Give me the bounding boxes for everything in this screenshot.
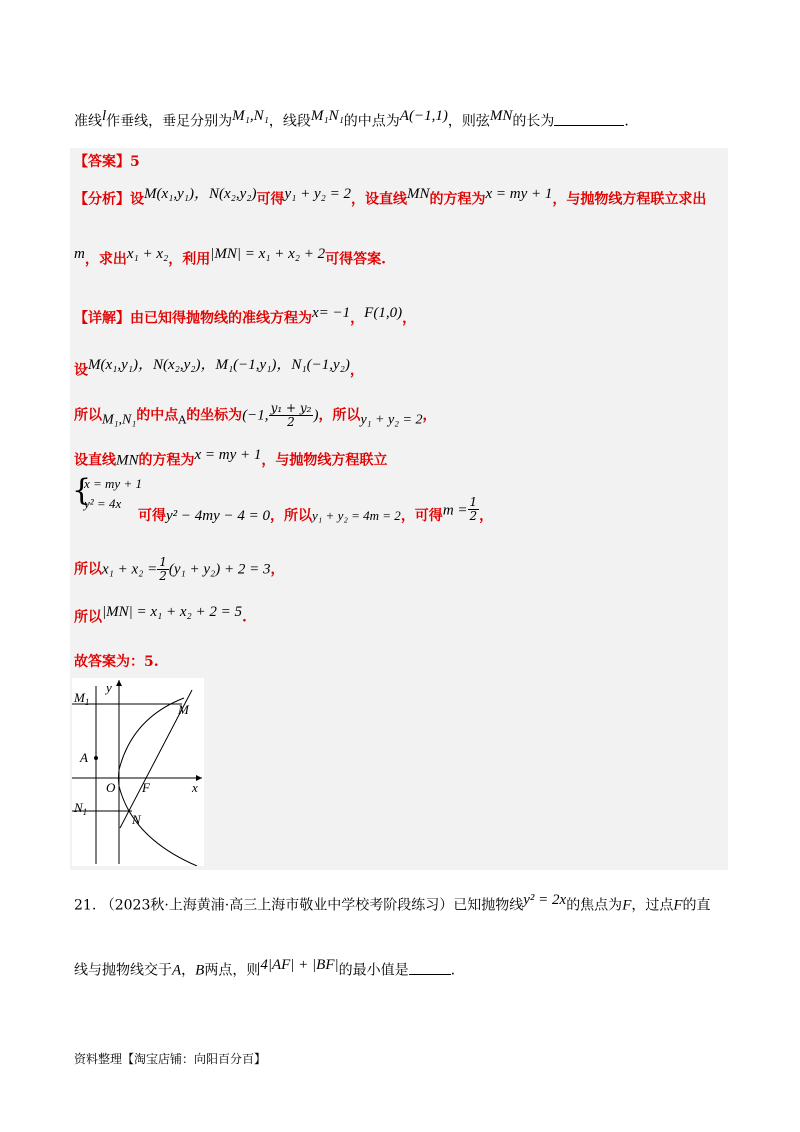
label-m: M bbox=[178, 702, 189, 717]
math-mn: MN bbox=[489, 108, 513, 124]
numerator: 1 bbox=[469, 495, 478, 509]
text: ，求出 bbox=[84, 251, 127, 268]
label-f: F bbox=[142, 780, 150, 795]
text: ，可得 bbox=[400, 508, 443, 525]
text: ，所以 bbox=[270, 508, 313, 525]
denominator: 2 bbox=[469, 509, 478, 524]
math-seg: M₁N₁ bbox=[310, 108, 344, 124]
text: 线与抛物线交于 bbox=[74, 962, 172, 979]
brace-glyph: { bbox=[72, 473, 92, 508]
footer-text: 资料整理【淘宝店铺：向阳百分百】 bbox=[74, 1052, 267, 1066]
math: A bbox=[172, 962, 182, 979]
text: ，与抛物线方程联立 bbox=[261, 452, 388, 469]
analysis-line2 bbox=[74, 246, 386, 269]
label-y: y bbox=[106, 680, 112, 695]
text: ，利用 bbox=[168, 251, 211, 268]
math: y² − 4my − 4 = 0 bbox=[166, 508, 271, 525]
detail-line5 bbox=[138, 496, 493, 525]
math: 4|AF| + |BF| bbox=[260, 957, 339, 973]
math: (y₁ + y₂) + 2 = 3 bbox=[168, 561, 271, 578]
text: 的焦点为 bbox=[566, 897, 623, 914]
label-o: O bbox=[106, 780, 116, 795]
text: 设 bbox=[74, 362, 88, 379]
math: y₁ + y₂ = 4m = 2 bbox=[312, 508, 401, 524]
math-m1n1: M₁,N₁ bbox=[232, 108, 269, 124]
fraction-half bbox=[468, 496, 480, 523]
text: 的方程为 bbox=[138, 452, 195, 469]
text: 设直线 bbox=[74, 452, 116, 469]
text: ，与抛物线方程联立求出 bbox=[552, 191, 707, 208]
text: ，则弦 bbox=[447, 113, 490, 130]
text: ， bbox=[349, 362, 364, 379]
text: 【详解】由已知得抛物线的准线方程为 bbox=[74, 310, 312, 327]
question-source: （2023秋·上海黄浦·高三上海市敬业中学校考阶段练习）已知抛物线 bbox=[100, 897, 524, 914]
label-a: A bbox=[80, 750, 88, 765]
answer-label: 【答案】5 bbox=[74, 154, 140, 170]
math: F bbox=[673, 897, 683, 914]
math: M(x₁,y₁)，N(x₂,y₂)，M₁(−1,y₁)，N₁(−1,y₂) bbox=[88, 357, 350, 373]
math: MN bbox=[406, 186, 430, 202]
math: x = my + 1 bbox=[194, 447, 262, 463]
text: 所以 bbox=[74, 407, 102, 424]
fraction bbox=[269, 402, 314, 429]
label-sub: 1 bbox=[84, 697, 90, 707]
math: M(x₁,y₁)，N(x₂,y₂) bbox=[144, 186, 257, 202]
answer-blank bbox=[409, 962, 451, 975]
label-n: N bbox=[132, 812, 141, 827]
label-text: N bbox=[74, 800, 83, 815]
detail-line7 bbox=[74, 604, 247, 627]
label-x: x bbox=[192, 780, 198, 795]
text: 两点，则 bbox=[204, 962, 261, 979]
math: m = bbox=[442, 502, 468, 519]
math: ) bbox=[313, 407, 319, 424]
system-eq1: x = my + 1 bbox=[84, 476, 142, 491]
math: B bbox=[195, 962, 205, 979]
text: 【分析】设 bbox=[74, 191, 144, 208]
text: 可得 bbox=[256, 191, 285, 208]
math: y² = 2x bbox=[523, 892, 567, 908]
point-a bbox=[94, 756, 98, 760]
detail-line1 bbox=[74, 305, 416, 328]
detail-line4 bbox=[74, 447, 387, 470]
text: 作垂线，垂足分别为 bbox=[106, 113, 233, 130]
analysis-line1 bbox=[74, 182, 706, 209]
math: MN bbox=[116, 452, 139, 469]
text: ， bbox=[479, 508, 494, 525]
text: ， bbox=[422, 407, 437, 424]
math-l: l bbox=[102, 108, 107, 124]
text: ， bbox=[270, 561, 285, 578]
system-eq2: y² = 4x bbox=[84, 496, 122, 511]
denominator: 2 bbox=[159, 569, 167, 584]
text: 的最小值是 bbox=[338, 962, 409, 979]
numerator: y₁ + y₂ bbox=[270, 401, 312, 415]
parabola-figure bbox=[72, 678, 204, 866]
math: F(1,0) bbox=[364, 305, 403, 321]
text: ，设直线 bbox=[350, 191, 407, 208]
text: ，过点 bbox=[631, 897, 674, 914]
text: 的中点 bbox=[136, 407, 179, 424]
text: ， bbox=[350, 310, 365, 327]
text: 所以 bbox=[74, 609, 102, 626]
text: 的坐标为 bbox=[186, 407, 243, 424]
math: |MN| = x₁ + x₂ + 2 bbox=[210, 246, 326, 262]
q21-line1 bbox=[74, 892, 711, 915]
numerator: 1 bbox=[159, 555, 167, 569]
label-sub: 1 bbox=[82, 807, 88, 817]
text: 的直 bbox=[682, 897, 711, 914]
text: 可得答案. bbox=[325, 251, 386, 268]
text: ， bbox=[181, 962, 196, 979]
detail-line6 bbox=[74, 556, 285, 583]
math: (−1, bbox=[242, 407, 269, 424]
text: . bbox=[450, 962, 456, 979]
text: 的中点为 bbox=[343, 113, 400, 130]
final-answer: 故答案为：5. bbox=[74, 654, 159, 670]
math: |MN| = x₁ + x₂ + 2 = 5 bbox=[102, 604, 242, 620]
math: M₁,N₁ bbox=[102, 412, 137, 428]
math-a: A(−1,1) bbox=[399, 108, 448, 124]
text: . bbox=[241, 609, 247, 626]
text: ， bbox=[402, 310, 417, 327]
text: ，线段 bbox=[268, 113, 311, 130]
text: 准线 bbox=[74, 113, 102, 130]
detail-line3 bbox=[74, 402, 437, 429]
math: x= −1 bbox=[312, 305, 351, 321]
math: x₁ + x₂ = bbox=[102, 561, 158, 578]
text: 所以 bbox=[74, 561, 102, 578]
text: . bbox=[624, 113, 629, 130]
answer-blank bbox=[554, 113, 624, 126]
denominator: 2 bbox=[287, 415, 295, 430]
math: F bbox=[622, 897, 632, 914]
math: A bbox=[178, 413, 187, 427]
text: 的长为 bbox=[512, 113, 555, 130]
math: y₁ + y₂ = 2 bbox=[284, 186, 351, 202]
text: 可得 bbox=[138, 508, 166, 525]
q21-line2 bbox=[74, 957, 455, 980]
text: 的方程为 bbox=[429, 191, 486, 208]
q20-line bbox=[74, 108, 629, 131]
math: y₁ + y₂ = 2 bbox=[360, 412, 423, 428]
detail-line2 bbox=[74, 353, 364, 380]
math: x = my + 1 bbox=[485, 186, 553, 202]
text: ，所以 bbox=[318, 407, 361, 424]
question-number: 21. bbox=[74, 897, 97, 914]
math: m bbox=[74, 246, 85, 262]
math: x₁ + x₂ bbox=[126, 246, 169, 262]
label-text: M bbox=[74, 690, 85, 705]
fraction-half bbox=[157, 556, 169, 583]
